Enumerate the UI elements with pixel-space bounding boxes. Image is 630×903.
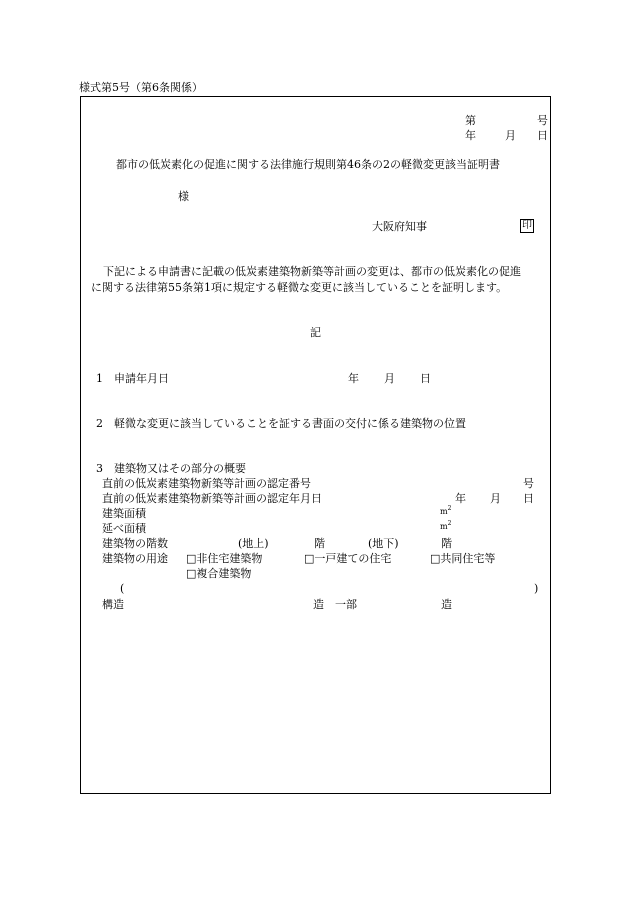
cert-month: 月 [490,492,501,505]
item1-month: 月 [384,372,395,385]
cert-year: 年 [455,492,466,505]
building-area-unit: $m^2$ [440,505,452,516]
ki-heading: 記 [310,326,321,339]
document-title: 都市の低炭素化の促進に関する法律施行規則第46条の2の軽微変更該当証明書 [116,158,500,171]
item1-day: 日 [420,372,431,385]
use-label: 建築物の用途 [102,552,168,565]
above-ground-label: (地上) [238,537,269,550]
paren-close: ) [534,582,539,595]
cert-day: 日 [523,492,534,505]
below-ground-label: (地下) [368,537,399,550]
date-day: 日 [537,129,548,142]
floor-unit-below: 階 [441,537,452,550]
cert-number-suffix: 号 [523,477,534,490]
floors-label: 建築物の階数 [102,537,168,550]
issuer-name: 大阪府知事 [372,220,427,233]
floor-area-label: 延べ面積 [102,522,146,535]
structure-part2: 造 [441,598,452,611]
building-area-label: 建築面積 [102,507,146,520]
use-option-detached-house: □一戸建ての住宅 [304,552,392,565]
floor-area-unit: $m^2$ [440,520,452,531]
certificate-frame [80,96,551,794]
use-option-apartment: □共同住宅等 [430,552,496,565]
form-number-label: 様式第5号（第6条関係） [79,81,203,94]
date-month: 月 [505,129,516,142]
date-year: 年 [465,129,476,142]
floor-unit-above: 階 [314,537,325,550]
body-line-1: 下記による申請書に記載の低炭素建築物新築等計画の変更は、都市の低炭素化の促進 [103,265,521,278]
item2-label: 2 軽微な変更に該当していることを証する書面の交付に係る建築物の位置 [96,417,466,430]
item3-label: 3 建築物又はその部分の概要 [96,462,246,475]
item1-label: 1 申請年月日 [96,372,169,385]
item1-year: 年 [348,372,359,385]
addressee-suffix: 様 [178,190,189,203]
body-line-2: に関する法律第55条第1項に規定する軽微な変更に該当していることを証明します。 [91,281,508,294]
structure-part1: 造 一部 [313,598,357,611]
number-suffix: 号 [537,114,548,127]
cert-number-label: 直前の低炭素建築物新築等計画の認定番号 [102,477,311,490]
structure-label: 構造 [102,598,124,611]
number-prefix: 第 [465,114,476,127]
paren-open: ( [120,582,125,595]
use-option-non-residential: □非住宅建築物 [186,552,263,565]
use-option-mixed: □複合建築物 [186,567,252,580]
cert-date-label: 直前の低炭素建築物新築等計画の認定年月日 [102,492,322,505]
seal-mark: 印 [522,220,532,231]
